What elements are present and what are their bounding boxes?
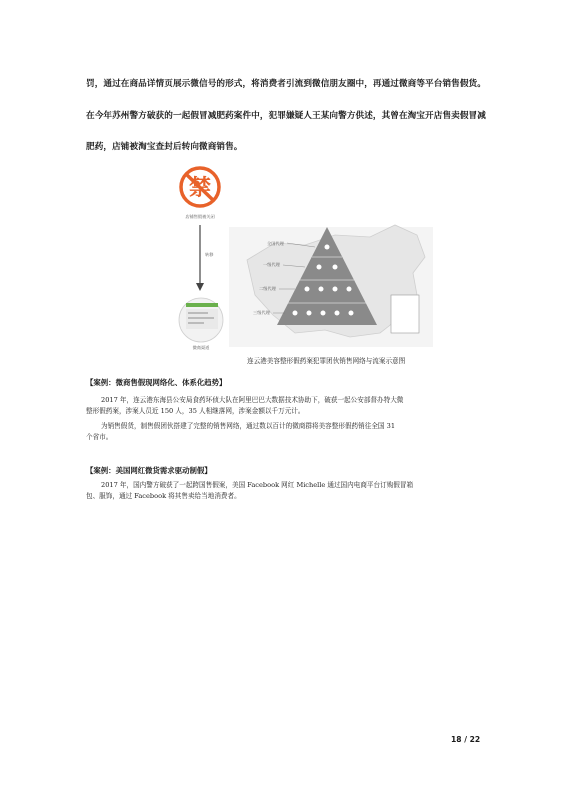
case1-line-2: 整形假药案，涉案人员近 150 人，35 人相继落网，涉案金额以千万元计。: [86, 407, 305, 415]
case1-line-4: 个省市。: [86, 433, 113, 441]
store-closed-label: 店铺售假被关闭: [185, 214, 215, 219]
case1-line-1: 2017 年，连云港东海县公安局食药环侦大队在阿里巴巴大数据技术协助下，破获一起公安部督办特大微: [101, 396, 404, 404]
phone-icon: [179, 298, 223, 342]
level-label-third: 三级代理: [253, 310, 270, 315]
ban-icon: [181, 168, 219, 206]
figure-graphic: [155, 165, 433, 351]
page-number: 18 / 22: [451, 735, 481, 744]
wechat-channel-label: 微商渠道: [192, 345, 210, 350]
case2-heading: 【案例：美国网红微货需求驱动制假】: [86, 466, 212, 475]
case2-line-1: 2017 年，国内警方破获了一起跨国售假案，美国 Facebook 网红 Michelle 通过国内电商平台订购假冒箱: [101, 481, 414, 489]
case1-line-3: 为销售假货，制售假团伙搭建了完整的销售网络，通过数以百计的微商群将美容整形假药销往全国 31: [101, 422, 396, 430]
paragraph-line-3: 肥药，店铺被淘宝查封后转向微商销售。: [86, 142, 243, 152]
level-label-second: 二级代理: [259, 286, 276, 291]
map-inset: [391, 295, 419, 333]
case1-heading: 【案例：微商售假现网络化、体系化趋势】: [86, 378, 227, 387]
level-label-first: 一级代理: [263, 262, 280, 267]
sales-network-figure: [155, 165, 433, 351]
paragraph-line-2: 在今年苏州警方破获的一起假冒减肥药案件中，犯罪嫌疑人王某向警方供述，其曾在淘宝开店售卖假冒减: [86, 111, 486, 121]
level-label-national: 全国代理: [267, 241, 284, 246]
case2-line-2: 包、服饰，通过 Facebook 将其售卖给当地消费者。: [86, 492, 241, 500]
svg-text:禁: 禁: [188, 176, 212, 201]
transfer-label: 转移: [205, 252, 214, 257]
figure-caption: 连云港美容整形假药案犯罪团伙销售网络与流案示意图: [247, 357, 406, 365]
paragraph-line-1: 罚，通过在商品详情页展示微信号的形式，将消费者引流到微信朋友圈中，再通过微商等平台销售假货。: [86, 79, 486, 89]
